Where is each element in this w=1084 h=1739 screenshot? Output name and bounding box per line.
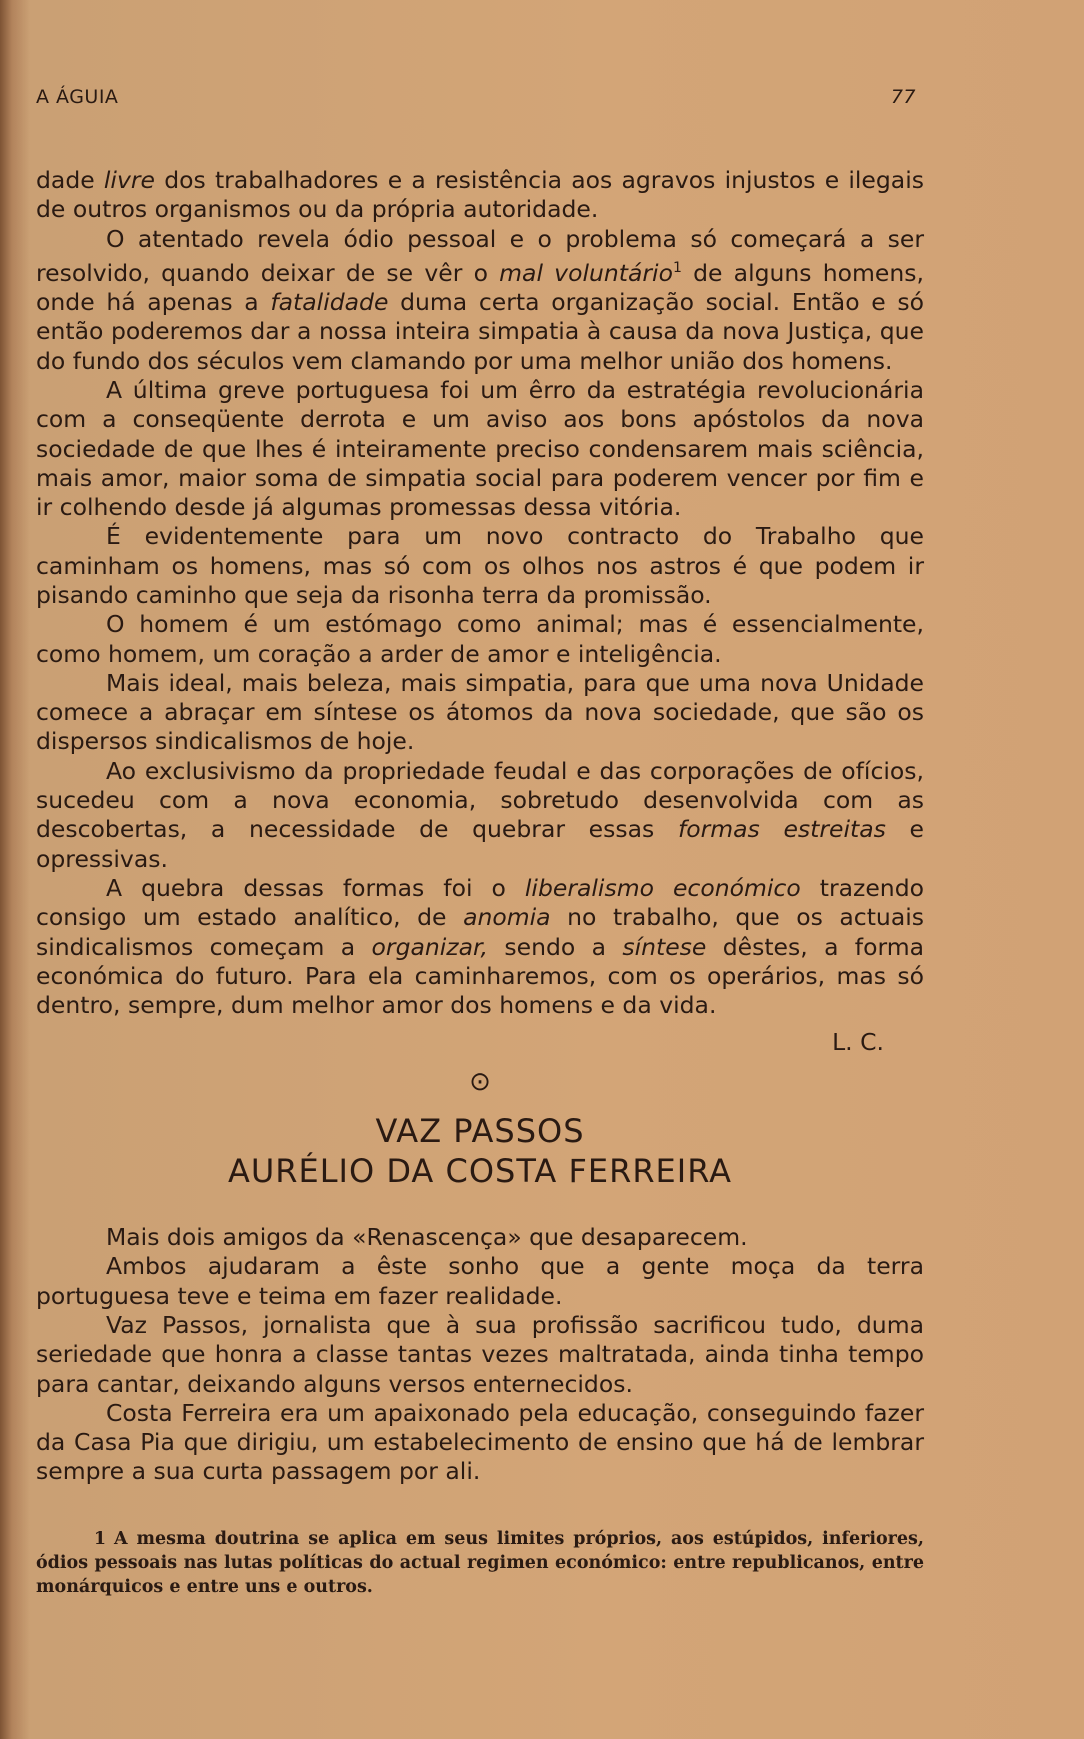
footnote — [36, 1527, 924, 1599]
body-text — [36, 166, 924, 1599]
paragraph-6: Mais ideal, mais beleza, mais simpatia, para que uma nova Unidade comece a abraçar em síntese os átomos da nova sociedade, que são os dispersos sindicalismos de hoje. — [36, 668, 924, 756]
paragraph-4: É evidentemente para um novo contracto do Trabalho que caminham os homens, mas só com os olhos nos astros é que podem ir pisando caminho que seja da risonha terra da promissão. — [36, 522, 924, 609]
paragraph-9: Mais dois amigos da «Renascença» que desaparecem. — [106, 1223, 748, 1252]
paragraph-2: O atentado revela ódio pessoal e o problema só começará a ser resolvido, quando deixar de se vêr o mal voluntário$^1$ de alguns homens, onde há apenas a fatalidade duma certa organização social. Então e só então poderemos dar a nossa inteira simpatia à causa da nova Justiça, que do fundo dos séculos vem clamando por uma melhor união dos homens. — [36, 224, 924, 375]
paragraph-7: Ao exclusivismo da propriedade feudal e das corporações de ofícios, sucedeu com a nova economia, sobretudo desenvolvida com as descobertas, a necessidade de quebrar essas formas estreitas e opressivas. — [36, 756, 924, 873]
footnote-text: A mesma doutrina se aplica em seus limites próprios, aos estúpidos, inferiores, ódios pessoais nas lutas políticas do actual regimen económico: entre republicanos, entre monárquicos e entre uns e outros. — [36, 1528, 924, 1597]
paragraph-10: Ambos ajudaram a êste sonho que a gente moça da terra portuguesa teve e teima em fazer realidade. — [36, 1252, 924, 1310]
paragraph-11: Vaz Passos, jornalista que à sua profissão sacrificou tudo, duma seriedade que honra a classe tantas vezes maltratada, ainda tinha tempo para cantar, deixando alguns versos enternecidos. — [36, 1310, 924, 1398]
section-separator-icon: ⊙ — [469, 1066, 491, 1097]
paragraph-12: Costa Ferreira era um apaixonado pela educação, conseguindo fazer da Casa Pia que dirigiu, um estabelecimento de ensino que há de lembrar sempre a sua curta passagem por ali. — [36, 1398, 924, 1486]
signature: L. C. — [832, 1028, 884, 1057]
journal-name: A ÁGUIA — [36, 86, 119, 108]
running-header — [36, 86, 916, 112]
page-number: 77 — [890, 86, 916, 108]
footnote-ref[interactable]: 1 — [672, 259, 682, 276]
article-title-line1: VAZ PASSOS — [375, 1112, 585, 1151]
paragraph-8: A quebra dessas formas foi o liberalismo económico trazendo consigo um estado analítico, de anomia no trabalho, que os actuais sindicalismos começam a organizar, sendo a síntese dêstes, a forma económica do futuro. Para ela caminharemos, com os operários, mas só dentro, sempre, dum melhor amor dos homens e da vida. — [36, 873, 925, 1020]
paragraph-5: O homem é um estómago como animal; mas é essencialmente, como homem, um coração a arder de amor e inteligência. — [36, 610, 924, 668]
paragraph-3: A última greve portuguesa foi um êrro da estratégia revolucionária com a conseqüente derrota e um aviso aos bons apóstolos da nova sociedade de que lhes é inteiramente preciso condensarem mais sciência, mais amor, maior soma de simpatia social para poderem vencer por fim e ir colhendo desde já algumas promessas dessa vitória. — [36, 375, 924, 522]
article-title-line2: AURÉLIO DA COSTA FERREIRA — [227, 1152, 733, 1191]
paragraph-1: dade livre dos trabalhadores e a resistência aos agravos injustos e ilegais de outros organismos ou da própria autoridade. — [36, 166, 924, 224]
footnote-number: 1 — [93, 1528, 106, 1549]
